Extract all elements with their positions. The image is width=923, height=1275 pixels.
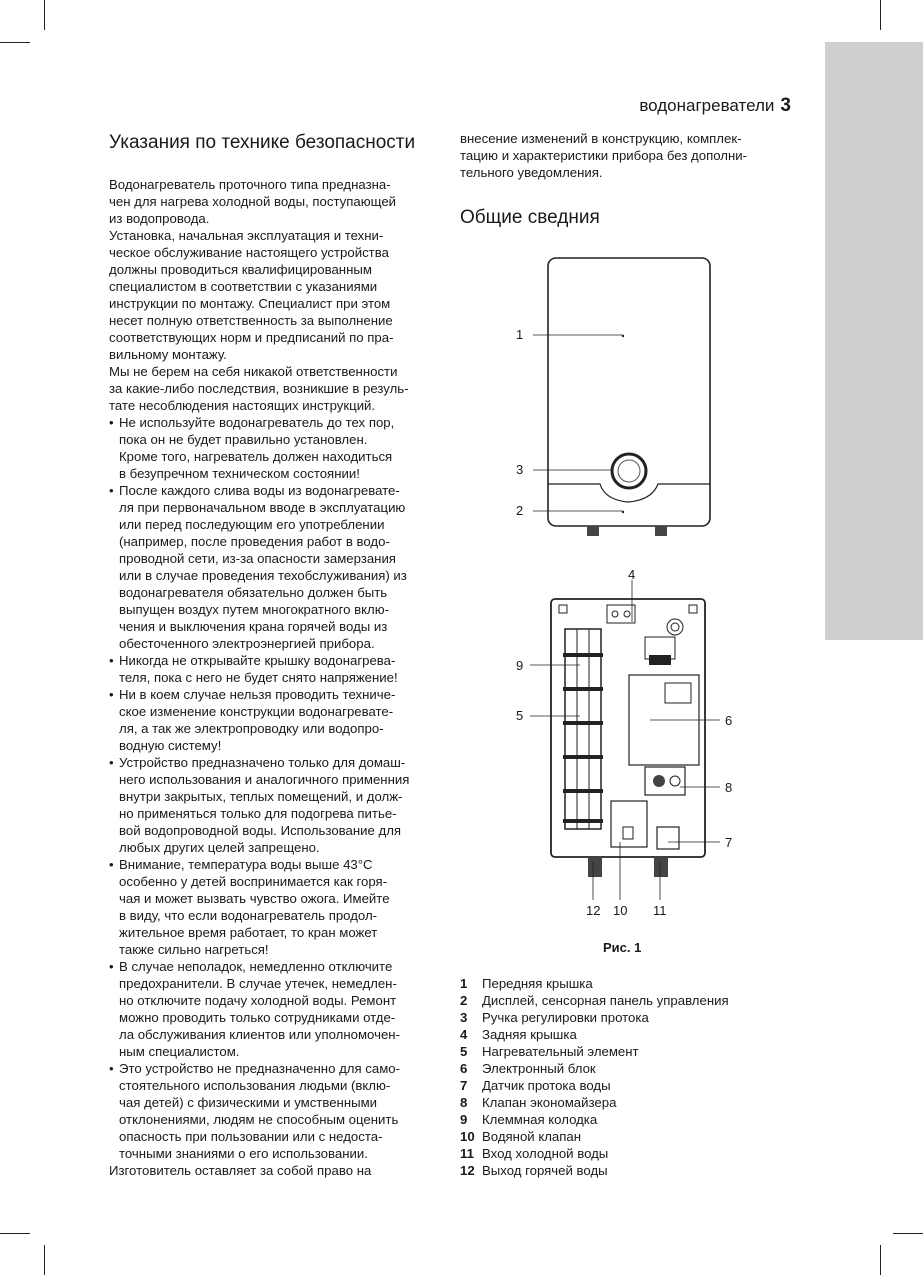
figure-caption: Рис. 1 [603, 940, 642, 955]
safety-bullet [109, 482, 444, 652]
legend-number: 7 [460, 1078, 468, 1093]
bullet-line: опасность при пользовании или с недоста- [119, 1129, 383, 1144]
legend-label: Нагревательный элемент [482, 1044, 639, 1059]
bullet-line: чая детей) с физическими и умственными [119, 1095, 378, 1110]
bullet-line: любых других целей запрещено. [119, 840, 320, 855]
legend-label: Датчик протока воды [482, 1078, 611, 1093]
safety-heading: Указания по технике безопасности [109, 132, 416, 153]
bullet-line: • Это устройство не предназначенно для само- [119, 1061, 400, 1076]
legend-number: 6 [460, 1061, 468, 1076]
bullet-line: стоятельного использования людьми (вклю- [119, 1078, 391, 1093]
legend-label: Задняя крышка [482, 1027, 577, 1042]
legend-number: 2 [460, 993, 468, 1008]
bullet-line: • В случае неполадок, немедленно отключите [119, 959, 393, 974]
bullet-line: ля, а так же электропроводку или водопро- [119, 721, 384, 736]
callout-1: 1 [516, 327, 524, 342]
text-line: чен для нагрева холодной воды, поступающей [109, 194, 397, 209]
closing-line: Изготовитель оставляет за собой право на [109, 1163, 372, 1178]
header-title: водонагреватели [639, 96, 775, 115]
bullet-line: • Ни в коем случае нельзя проводить техниче- [119, 687, 396, 702]
legend-label: Выход горячей воды [482, 1163, 608, 1178]
legend-label: Дисплей, сенсорная панель управления [482, 993, 729, 1008]
text-line: тате несоблюдения настоящих инструкций. [109, 398, 376, 413]
text-line: вильному монтажу. [109, 347, 227, 362]
text-line: Водонагреватель проточного типа предназна- [109, 177, 391, 192]
legend-item [460, 1094, 729, 1111]
bullet-line: предохранители. В случае утечек, немедлен- [119, 976, 397, 991]
bullet-line: него использования и аналогичного применния [119, 772, 410, 787]
legend-item [460, 1043, 729, 1060]
bullet-line: но применяться только для подогрева питье- [119, 806, 397, 821]
legend-label: Электронный блок [482, 1061, 596, 1076]
legend-label: Клеммная колодка [482, 1112, 598, 1127]
legend-label: Клапан экономайзера [482, 1095, 617, 1110]
legend-number: 11 [460, 1146, 474, 1161]
bullet-line: ля при первоначальном вводе в эксплуатацию [119, 500, 406, 515]
legend-item [460, 1162, 729, 1179]
callout-9: 9 [516, 658, 524, 673]
bullet-line: ным специалистом. [119, 1044, 240, 1059]
front-callout-lines [525, 330, 635, 520]
text-line: Установка, начальная эксплуатация и техни- [109, 228, 384, 243]
legend-item [460, 1026, 729, 1043]
legend-label: Ручка регулировки протока [482, 1010, 649, 1025]
bullet-line: также сильно нагреться! [119, 942, 269, 957]
safety-column [109, 130, 444, 1179]
crop-mark [44, 1245, 45, 1275]
crop-mark [880, 0, 881, 30]
legend-number: 3 [460, 1010, 468, 1025]
legend-number: 9 [460, 1112, 468, 1127]
bullet-line: чения и выключения крана горячей воды из [119, 619, 388, 634]
bullet-line: пока он не будет правильно установлен. [119, 432, 368, 447]
callout-5: 5 [516, 708, 524, 723]
bullet-line: • После каждого слива воды из водонагревате- [119, 483, 400, 498]
text-line: внесение изменений в конструкцию, комплек- [460, 131, 742, 146]
bullet-line: особенно у детей воспринимается как горя- [119, 874, 388, 889]
bullet-line: водонагревателя обязательно должен быть [119, 585, 388, 600]
bullet-line: но отключите подачу холодной воды. Ремонт [119, 993, 397, 1008]
text-line: инструкции по монтажу. Специалист при этом [109, 296, 391, 311]
safety-bullet [109, 958, 444, 1060]
legend-item [460, 975, 729, 992]
bullet-line: можно проводить только сотрудниками отде- [119, 1010, 396, 1025]
crop-mark [880, 1245, 881, 1275]
running-header [639, 95, 791, 117]
legend-item [460, 1111, 729, 1128]
legend-label: Водяной клапан [482, 1129, 582, 1144]
crop-mark [44, 0, 45, 30]
bullet-line: ла обслуживания клиентов или уполномочен- [119, 1027, 400, 1042]
bullet-line: проводной сети, из-за опасности замерзания [119, 551, 396, 566]
callout-3: 3 [516, 462, 524, 477]
bullet-line: вой водопроводной воды. Использование для [119, 823, 402, 838]
bullet-line: обесточенного электроэнергией прибора. [119, 636, 375, 651]
legend-item [460, 1077, 729, 1094]
crop-mark [893, 1233, 923, 1234]
crop-mark [0, 42, 30, 43]
bullet-line: в безупречном техническом состоянии! [119, 466, 360, 481]
text-line: должны проводиться квалифицированным [109, 262, 372, 277]
bullet-line: • Никогда не открывайте крышку водонагрева- [119, 653, 396, 668]
pipe-connector-left [587, 526, 599, 536]
callout-7: 7 [725, 835, 733, 850]
legend-number: 10 [460, 1129, 475, 1144]
legend-number: 12 [460, 1163, 475, 1178]
legend-label: Передняя крышка [482, 976, 593, 991]
safety-bullet [109, 1060, 444, 1162]
bullet-line: или в случае проведения техобслуживания) из [119, 568, 407, 583]
text-line: тацию и характеристики прибора без дополни- [460, 148, 747, 163]
safety-bullet [109, 754, 444, 856]
safety-bullet [109, 686, 444, 754]
callout-8: 8 [725, 780, 733, 795]
callout-4: 4 [628, 567, 636, 582]
pipe-connector-right [655, 526, 667, 536]
legend-number: 5 [460, 1044, 468, 1059]
legend-label: Вход холодной воды [482, 1146, 609, 1161]
bullet-line: водную систему! [119, 738, 222, 753]
bullet-line: теля, пока с него не будет снято напряжение! [119, 670, 398, 685]
callout-2: 2 [516, 503, 524, 518]
callout-11: 11 [653, 903, 667, 918]
bullet-line: • Не используйте водонагреватель до тех пор, [119, 415, 395, 430]
internal-callout-lines [520, 580, 740, 910]
legend-number: 1 [460, 976, 468, 991]
bullet-line: (например, после проведения работ в водо- [119, 534, 390, 549]
text-line: соответствующих норм и предписаний по пра- [109, 330, 394, 345]
legend-item [460, 992, 729, 1009]
right-column [460, 130, 805, 231]
general-heading: Общие сведния [460, 207, 600, 228]
legend-item [460, 1009, 729, 1026]
text-line: несет полную ответственность за выполнение [109, 313, 393, 328]
bullet-line: ское изменение конструкции водонагревате- [119, 704, 394, 719]
legend-number: 8 [460, 1095, 468, 1110]
bullet-line: отклонениями, людям не способным оценить [119, 1112, 399, 1127]
bullet-line: точными знаниями о его использовании. [119, 1146, 368, 1161]
text-line: тельного уведомления. [460, 165, 603, 180]
bullet-line: жительное время работает, то кран может [119, 925, 378, 940]
text-line: из водопровода. [109, 211, 210, 226]
legend-item [460, 1145, 729, 1162]
legend-item [460, 1060, 729, 1077]
text-line: специалистом в соответствии с указаниями [109, 279, 378, 294]
bullet-line: чая и может вызвать чувство ожога. Имейте [119, 891, 390, 906]
safety-bullet [109, 652, 444, 686]
bullet-line: выпущен воздух путем многократного вклю- [119, 602, 390, 617]
text-line: ческое обслуживание настоящего устройства [109, 245, 389, 260]
crop-mark [0, 1233, 30, 1234]
safety-bullet [109, 414, 444, 482]
page-number: 3 [780, 95, 791, 116]
text-line: Мы не берем на себя никакой ответственности [109, 364, 398, 379]
safety-bullet [109, 856, 444, 958]
callout-12: 12 [586, 903, 601, 918]
safety-bullet-list [109, 414, 444, 1162]
parts-legend [460, 975, 729, 1179]
bullet-line: • Внимание, температура воды выше 43°C [119, 857, 373, 872]
bullet-line: • Устройство предназначено только для домаш- [119, 755, 406, 770]
bullet-line: внутри закрытых, теплых помещений, и долж- [119, 789, 403, 804]
callout-6: 6 [725, 713, 733, 728]
safety-intro [109, 176, 444, 414]
callout-10: 10 [613, 903, 628, 918]
bullet-line: Кроме того, нагреватель должен находиться [119, 449, 393, 464]
legend-item [460, 1128, 729, 1145]
section-tab [825, 42, 923, 640]
legend-number: 4 [460, 1027, 468, 1042]
text-line: за какие-либо последствия, возникшие в резуль- [109, 381, 409, 396]
bullet-line: в виду, что если водонагреватель продол- [119, 908, 378, 923]
bullet-line: или перед последующим его употреблении [119, 517, 385, 532]
